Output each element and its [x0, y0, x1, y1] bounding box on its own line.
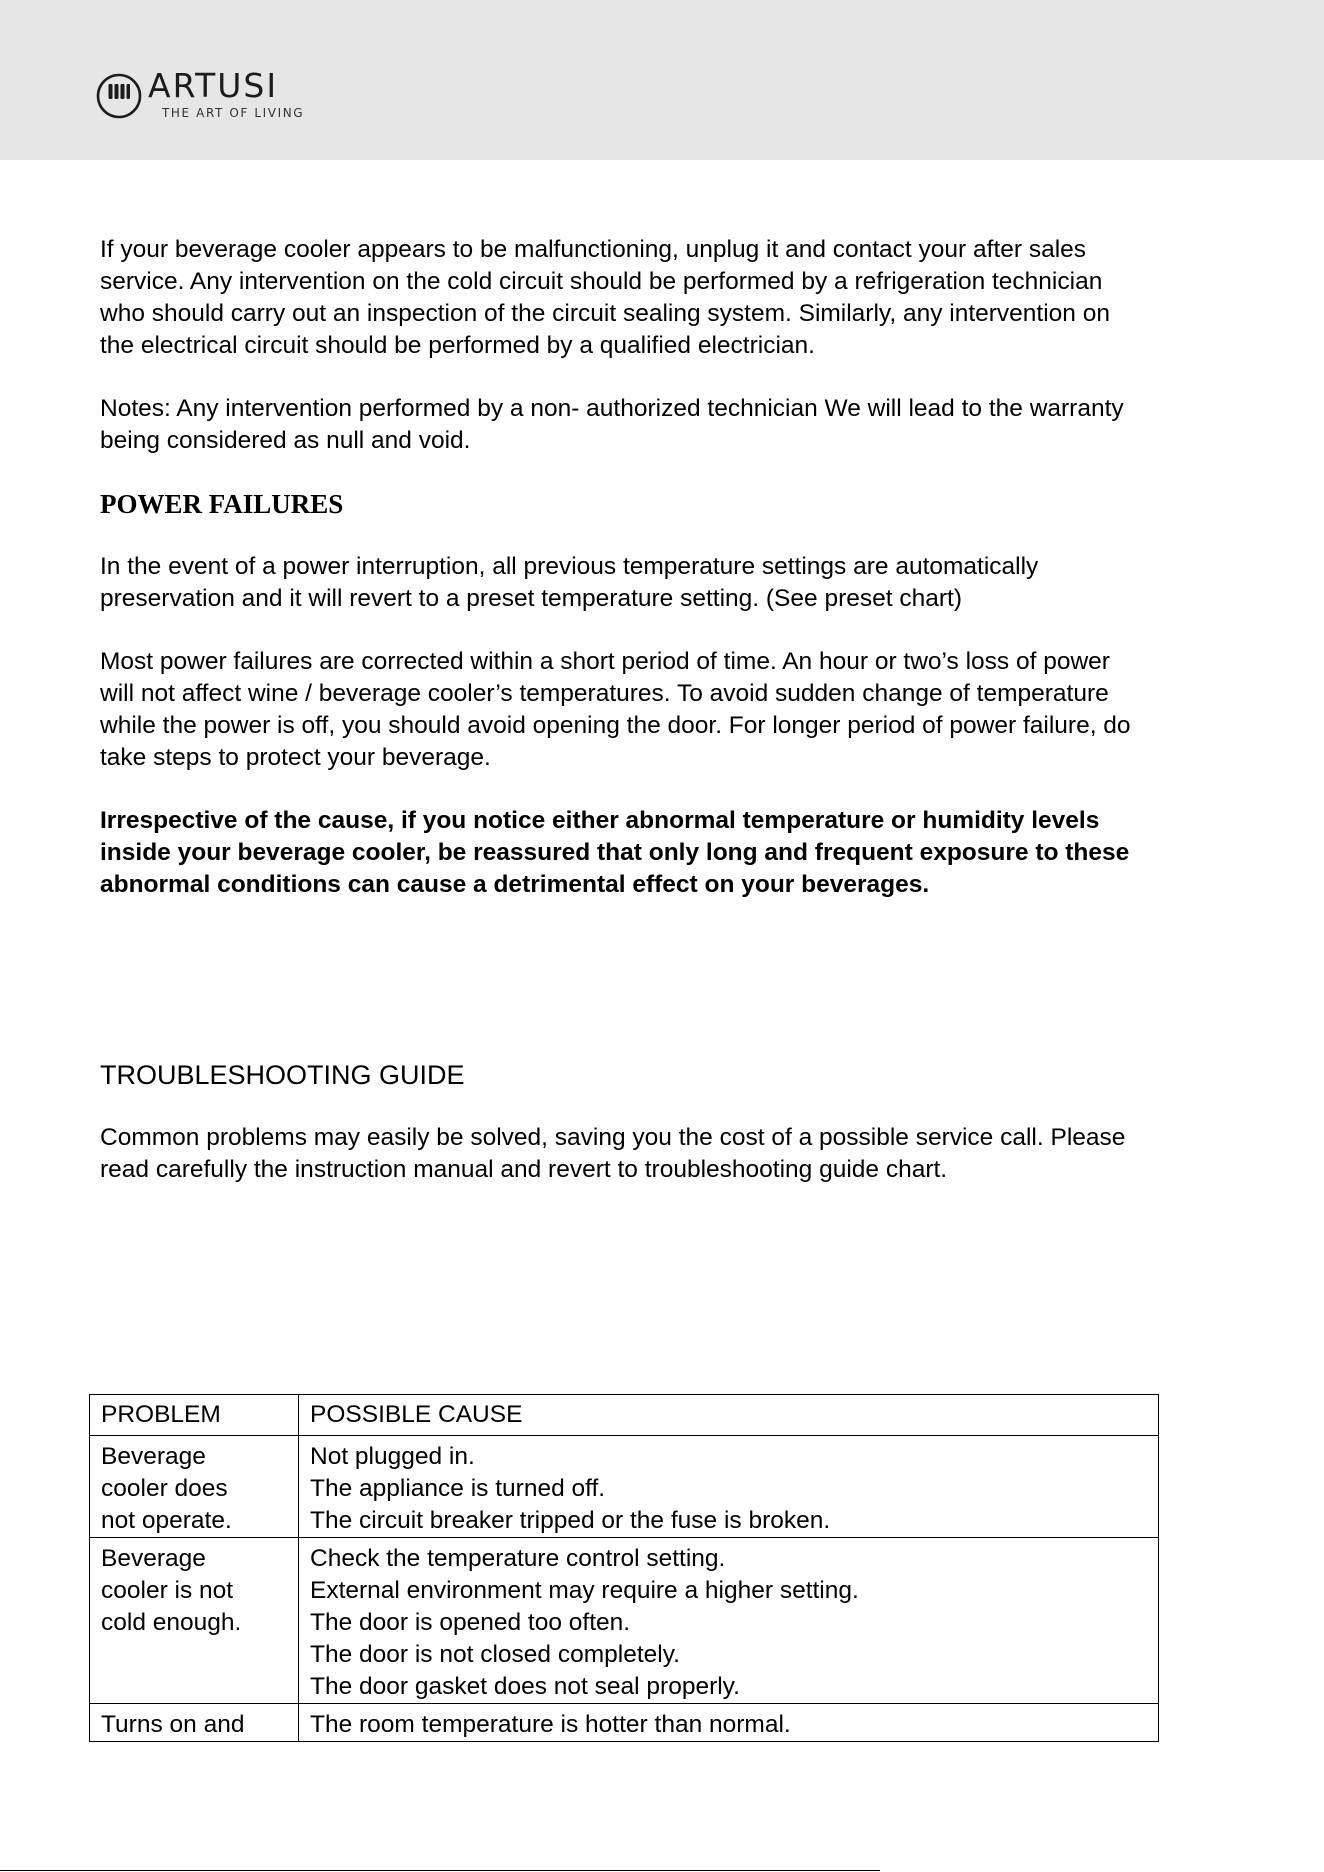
power-failures-heading: POWER FAILURES: [100, 489, 344, 519]
paragraph-power-failures: Most power failures are corrected within a short period of time. An hour or two’s loss of power will not affect wine / beverage cooler’s temperatures. To avoid sudden change of temperature while the power is off, you should avoid opening the door. For longer period of power failure, do take steps to protect your beverage.: [100, 648, 1131, 771]
cause-cell: [299, 1538, 1159, 1704]
problem-line: Beverage: [101, 1443, 206, 1470]
paragraph-malfunction: If your beverage cooler appears to be malfunctioning, unplug it and contact your after sales service. Any intervention on the cold circuit should be performed by a refrigeration technician who should carry out an inspection of the circuit sealing system. Similarly, any intervention on the electrical circuit should be performed by a qualified electrician.: [100, 236, 1110, 359]
cause-line: The appliance is turned off.: [310, 1475, 606, 1502]
cause-cell: [299, 1436, 1159, 1538]
document-body: [100, 234, 1150, 1186]
problem-cell: [90, 1704, 299, 1742]
problem-line: cold enough.: [101, 1609, 242, 1636]
problem-cell: [90, 1436, 299, 1538]
problem-line: cooler does: [101, 1475, 228, 1502]
problem-line: Beverage: [101, 1545, 206, 1572]
paragraph-abnormal-conditions: Irrespective of the cause, if you notice either abnormal temperature or humidity levels inside your beverage cooler, be reassured that only long and frequent exposure to these abnormal conditions can cause a detrimental effect on your beverages.: [100, 807, 1130, 898]
troubleshooting-table: [89, 1394, 1159, 1742]
cause-line: The room temperature is hotter than normal.: [310, 1711, 791, 1738]
brand-name: ARTUSI: [148, 66, 279, 105]
cause-line: The door is opened too often.: [310, 1609, 631, 1636]
table-row: [90, 1538, 1159, 1704]
cause-line: Check the temperature control setting.: [310, 1545, 726, 1572]
paragraph-common-problems: Common problems may easily be solved, saving you the cost of a possible service call. Please read carefully the instruction manual and revert to troubleshooting guide chart.: [100, 1124, 1126, 1183]
table-row: [90, 1436, 1159, 1538]
footer-rule: [0, 1870, 880, 1871]
table-row: [90, 1704, 1159, 1742]
problem-line: Turns on and: [101, 1711, 245, 1738]
header-problem: PROBLEM: [90, 1395, 299, 1436]
problem-line: cooler is not: [101, 1577, 234, 1604]
cause-line: The circuit breaker tripped or the fuse is broken.: [310, 1507, 831, 1534]
header-band: [0, 0, 1324, 160]
troubleshooting-guide-heading: TROUBLESHOOTING GUIDE: [100, 1060, 465, 1090]
cause-line: The door gasket does not seal properly.: [310, 1673, 740, 1700]
cause-line: Not plugged in.: [310, 1443, 475, 1470]
artusi-logo: [96, 66, 356, 127]
problem-cell: [90, 1538, 299, 1704]
cause-line: External environment may require a higher setting.: [310, 1577, 859, 1604]
cause-cell: [299, 1704, 1159, 1742]
paragraph-power-interruption: In the event of a power interruption, all previous temperature settings are automatically preservation and it will revert to a preset temperature setting. (See preset chart): [100, 553, 1039, 612]
header-possible-cause: POSSIBLE CAUSE: [299, 1395, 1159, 1436]
paragraph-notes: Notes: Any intervention performed by a non- authorized technician We will lead to the warranty being considered as null and void.: [100, 395, 1124, 454]
brand-tagline: THE ART OF LIVING: [162, 106, 305, 120]
cause-line: The door is not closed completely.: [310, 1641, 680, 1668]
piano-keys-logo-icon: [96, 73, 142, 119]
table-header-row: [90, 1395, 1159, 1436]
problem-line: not operate.: [101, 1507, 232, 1534]
